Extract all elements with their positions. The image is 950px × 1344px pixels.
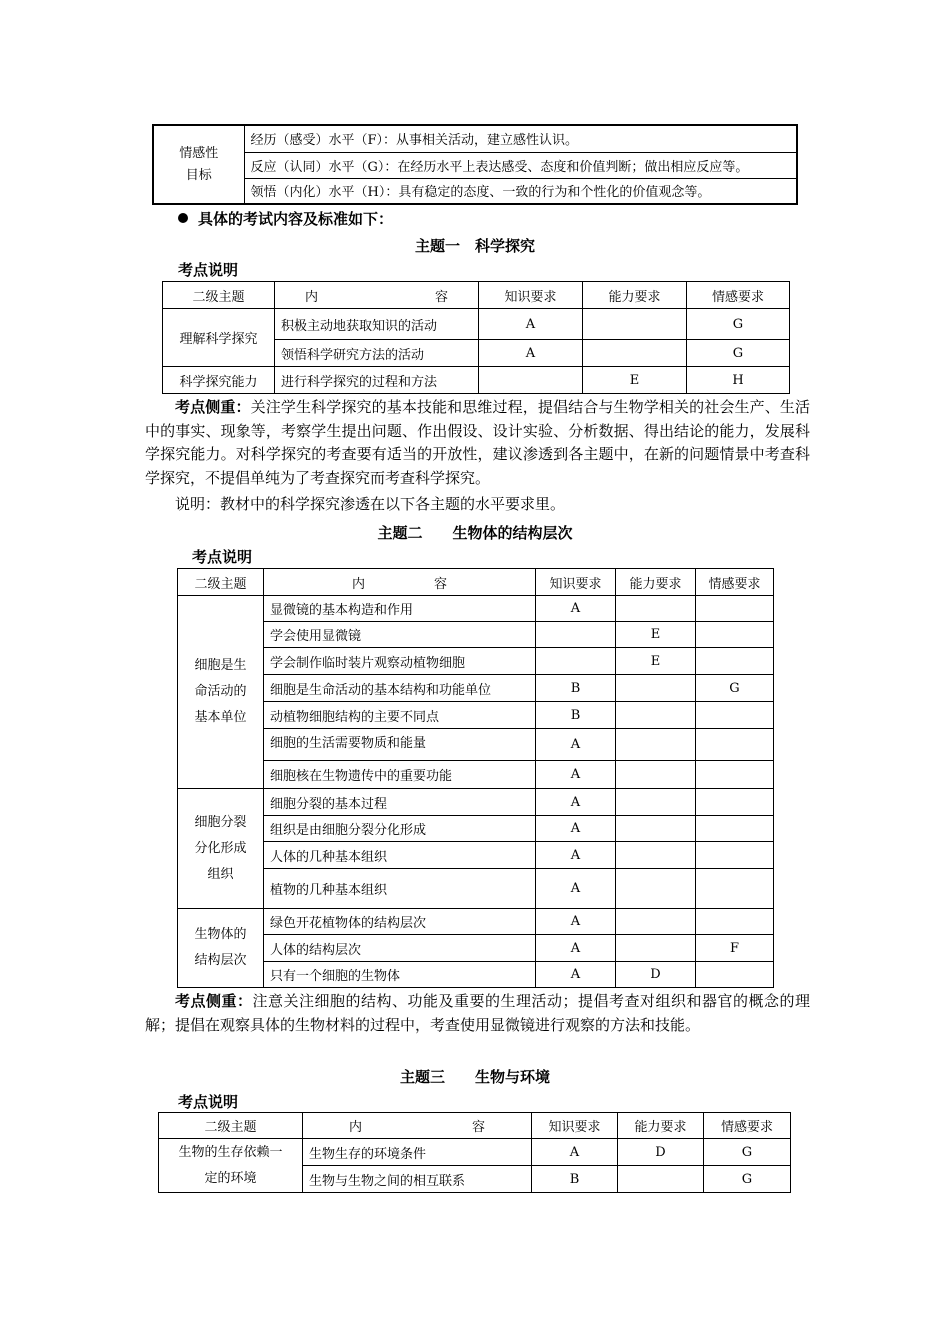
- header-content-b: 容: [433, 576, 447, 592]
- row-content: 组织是由细胞分裂分化形成: [264, 816, 536, 842]
- row-ability: [616, 869, 696, 909]
- row-content: 细胞是生命活动的基本结构和功能单位: [264, 675, 536, 702]
- row-ability: [616, 729, 696, 761]
- header-content-a: 内: [352, 576, 366, 592]
- row-knowledge: A: [536, 909, 616, 935]
- group-name-line-1: 细胞分裂: [194, 814, 247, 830]
- topic2-focus: [145, 990, 810, 1037]
- row-emotion: [696, 909, 774, 935]
- topic1-note: 说明：教材中的科学探究渗透在以下各主题的水平要求里。: [175, 495, 566, 513]
- row-content: 生物与生物之间的相互联系: [303, 1166, 532, 1193]
- row-knowledge: [536, 622, 616, 648]
- topic1-focus: [145, 396, 810, 490]
- affective-table: [152, 124, 798, 205]
- row-ability: [583, 309, 687, 340]
- row-ability: [616, 596, 696, 622]
- group-name-line-1: 生物体的: [194, 927, 247, 942]
- row-emotion: [696, 789, 774, 816]
- header-ability: 能力要求: [618, 1113, 704, 1139]
- row-ability: [616, 842, 696, 869]
- row-emotion: G: [687, 309, 790, 340]
- group-name: [159, 1139, 303, 1193]
- row-knowledge: B: [536, 702, 616, 729]
- row-ability: [616, 935, 696, 962]
- row-emotion: G: [704, 1166, 791, 1193]
- group-name: 理解科学探究: [163, 309, 275, 367]
- header-topic: 二级主题: [163, 282, 275, 309]
- topic2-subtitle: 考点说明: [192, 548, 253, 566]
- header-content: [275, 282, 479, 309]
- row-knowledge: [536, 648, 616, 675]
- row-knowledge: [479, 367, 583, 394]
- row-emotion: [696, 869, 774, 909]
- topic1-title: 主题一 科学探究: [414, 237, 535, 255]
- row-knowledge: A: [536, 789, 616, 816]
- row-knowledge: A: [536, 729, 616, 761]
- row-knowledge: A: [532, 1139, 618, 1166]
- row-emotion: G: [687, 340, 790, 367]
- header-knowledge: 知识要求: [532, 1113, 618, 1139]
- bullet-heading: [178, 208, 393, 229]
- topic1-focus-label: 考点侧重：: [175, 398, 251, 416]
- row-ability: [616, 816, 696, 842]
- row-emotion: [696, 622, 774, 648]
- row-emotion: [696, 962, 774, 988]
- row-emotion: [696, 816, 774, 842]
- group-name: [178, 789, 264, 909]
- affective-row: 经历（感受）水平（F）：从事相关活动，建立感性认识。: [244, 125, 797, 152]
- row-knowledge: A: [479, 340, 583, 367]
- row-content: 细胞的生活需要物质和能量: [264, 729, 536, 761]
- row-knowledge: B: [536, 675, 616, 702]
- affective-row: 反应（认同）水平（G）：在经历水平上表达感受、态度和价值判断；做出相应反应等。: [244, 152, 797, 178]
- header-content-a: 内: [349, 1120, 363, 1135]
- row-ability: E: [616, 648, 696, 675]
- topic2-title: 主题二 生物体的结构层次: [377, 524, 573, 542]
- row-ability: [616, 702, 696, 729]
- group-name-line-2: 定的环境: [204, 1170, 257, 1186]
- row-knowledge: A: [536, 816, 616, 842]
- row-ability: [583, 340, 687, 367]
- row-ability: [616, 675, 696, 702]
- header-topic: 二级主题: [178, 569, 264, 596]
- row-content: 领悟科学研究方法的活动: [275, 340, 479, 367]
- header-content-a: 内: [305, 289, 319, 305]
- row-emotion: G: [696, 675, 774, 702]
- row-content: 动植物细胞结构的主要不同点: [264, 702, 536, 729]
- group-name: 科学探究能力: [163, 367, 275, 394]
- header-knowledge: 知识要求: [479, 282, 583, 309]
- row-content: 生物生存的环境条件: [303, 1139, 532, 1166]
- row-content: 只有一个细胞的生物体: [264, 962, 536, 988]
- group-name: [178, 596, 264, 789]
- header-content-b: 容: [434, 289, 448, 305]
- header-emotion: 情感要求: [687, 282, 790, 309]
- topic2-focus-text: 注意关注细胞的结构、功能及重要的生理活动；提倡考查对组织和器官的概念的理解；提倡在观察具体的生物材料的过程中，考查使用显微镜进行观察的方法和技能。: [145, 992, 810, 1034]
- row-content: 绿色开花植物体的结构层次: [264, 909, 536, 935]
- row-content: 植物的几种基本组织: [264, 869, 536, 909]
- bullet-icon: [178, 213, 188, 223]
- topic3-subtitle: 考点说明: [178, 1093, 239, 1111]
- header-ability: 能力要求: [583, 282, 687, 309]
- header-content-b: 容: [471, 1120, 485, 1135]
- row-ability: E: [616, 622, 696, 648]
- row-emotion: [696, 596, 774, 622]
- affective-label: [153, 125, 244, 204]
- header-emotion: 情感要求: [704, 1113, 791, 1139]
- row-emotion: [696, 648, 774, 675]
- header-content: [303, 1113, 532, 1139]
- topic1-focus-text: 关注学生科学探究的基本技能和思维过程，提倡结合与生物学相关的社会生产、生活中的事实、现象等，考察学生提出问题、作出假设、设计实验、分析数据、得出结论的能力，发展科学探究能力。对科学探究的考查要有适当的开放性，建议渗透到各主题中，在新的问题情景中考查科学探究，不提倡单纯为了考查探究而考查科学探究。: [145, 398, 810, 487]
- row-ability: [616, 789, 696, 816]
- row-content: 学会制作临时装片观察动植物细胞: [264, 648, 536, 675]
- topic1-table: [162, 281, 790, 394]
- row-emotion: G: [704, 1139, 791, 1166]
- row-ability: [616, 761, 696, 789]
- topic3-table: [158, 1112, 791, 1193]
- row-knowledge: A: [536, 761, 616, 789]
- row-content: 人体的结构层次: [264, 935, 536, 962]
- group-name: [178, 909, 264, 988]
- row-content: 学会使用显微镜: [264, 622, 536, 648]
- row-emotion: [696, 842, 774, 869]
- row-emotion: [696, 729, 774, 761]
- row-knowledge: A: [536, 596, 616, 622]
- affective-label-line-2: 目标: [185, 167, 212, 183]
- row-ability: [618, 1166, 704, 1193]
- group-name-line-3: 组织: [207, 866, 234, 882]
- bullet-heading-text: 具体的考试内容及标准如下：: [198, 210, 394, 228]
- row-knowledge: A: [536, 869, 616, 909]
- row-emotion: H: [687, 367, 790, 394]
- group-name-line-1: 生物的生存依赖一: [178, 1144, 283, 1160]
- group-name-line-3: 基本单位: [194, 710, 247, 725]
- row-knowledge: B: [532, 1166, 618, 1193]
- row-knowledge: A: [479, 309, 583, 340]
- row-ability: E: [583, 367, 687, 394]
- row-ability: D: [616, 962, 696, 988]
- topic2-focus-label: 考点侧重：: [175, 992, 253, 1010]
- group-name-line-2: 分化形成: [194, 840, 247, 856]
- topic2-table: [177, 568, 774, 988]
- header-emotion: 情感要求: [696, 569, 774, 596]
- row-content: 人体的几种基本组织: [264, 842, 536, 869]
- row-content: 细胞核在生物遗传中的重要功能: [264, 761, 536, 789]
- row-ability: [616, 909, 696, 935]
- header-content: [264, 569, 536, 596]
- topic3-title: 主题三 生物与环境: [399, 1068, 550, 1086]
- group-name-line-2: 结构层次: [194, 953, 247, 968]
- header-ability: 能力要求: [616, 569, 696, 596]
- group-name-line-2: 命活动的: [194, 684, 247, 699]
- header-topic: 二级主题: [159, 1113, 303, 1139]
- topic1-subtitle: 考点说明: [178, 261, 239, 279]
- row-knowledge: A: [536, 935, 616, 962]
- row-knowledge: A: [536, 842, 616, 869]
- row-content: 细胞分裂的基本过程: [264, 789, 536, 816]
- row-ability: D: [618, 1139, 704, 1166]
- row-content: 进行科学探究的过程和方法: [275, 367, 479, 394]
- row-emotion: [696, 702, 774, 729]
- header-knowledge: 知识要求: [536, 569, 616, 596]
- affective-row: 领悟（内化）水平（H）：具有稳定的态度、一致的行为和个性化的价值观念等。: [244, 178, 797, 204]
- group-name-line-1: 细胞是生: [194, 658, 247, 673]
- row-emotion: F: [696, 935, 774, 962]
- row-content: 显微镜的基本构造和作用: [264, 596, 536, 622]
- row-knowledge: A: [536, 962, 616, 988]
- affective-label-line-1: 情感性: [179, 145, 219, 161]
- row-emotion: [696, 761, 774, 789]
- row-content: 积极主动地获取知识的活动: [275, 309, 479, 340]
